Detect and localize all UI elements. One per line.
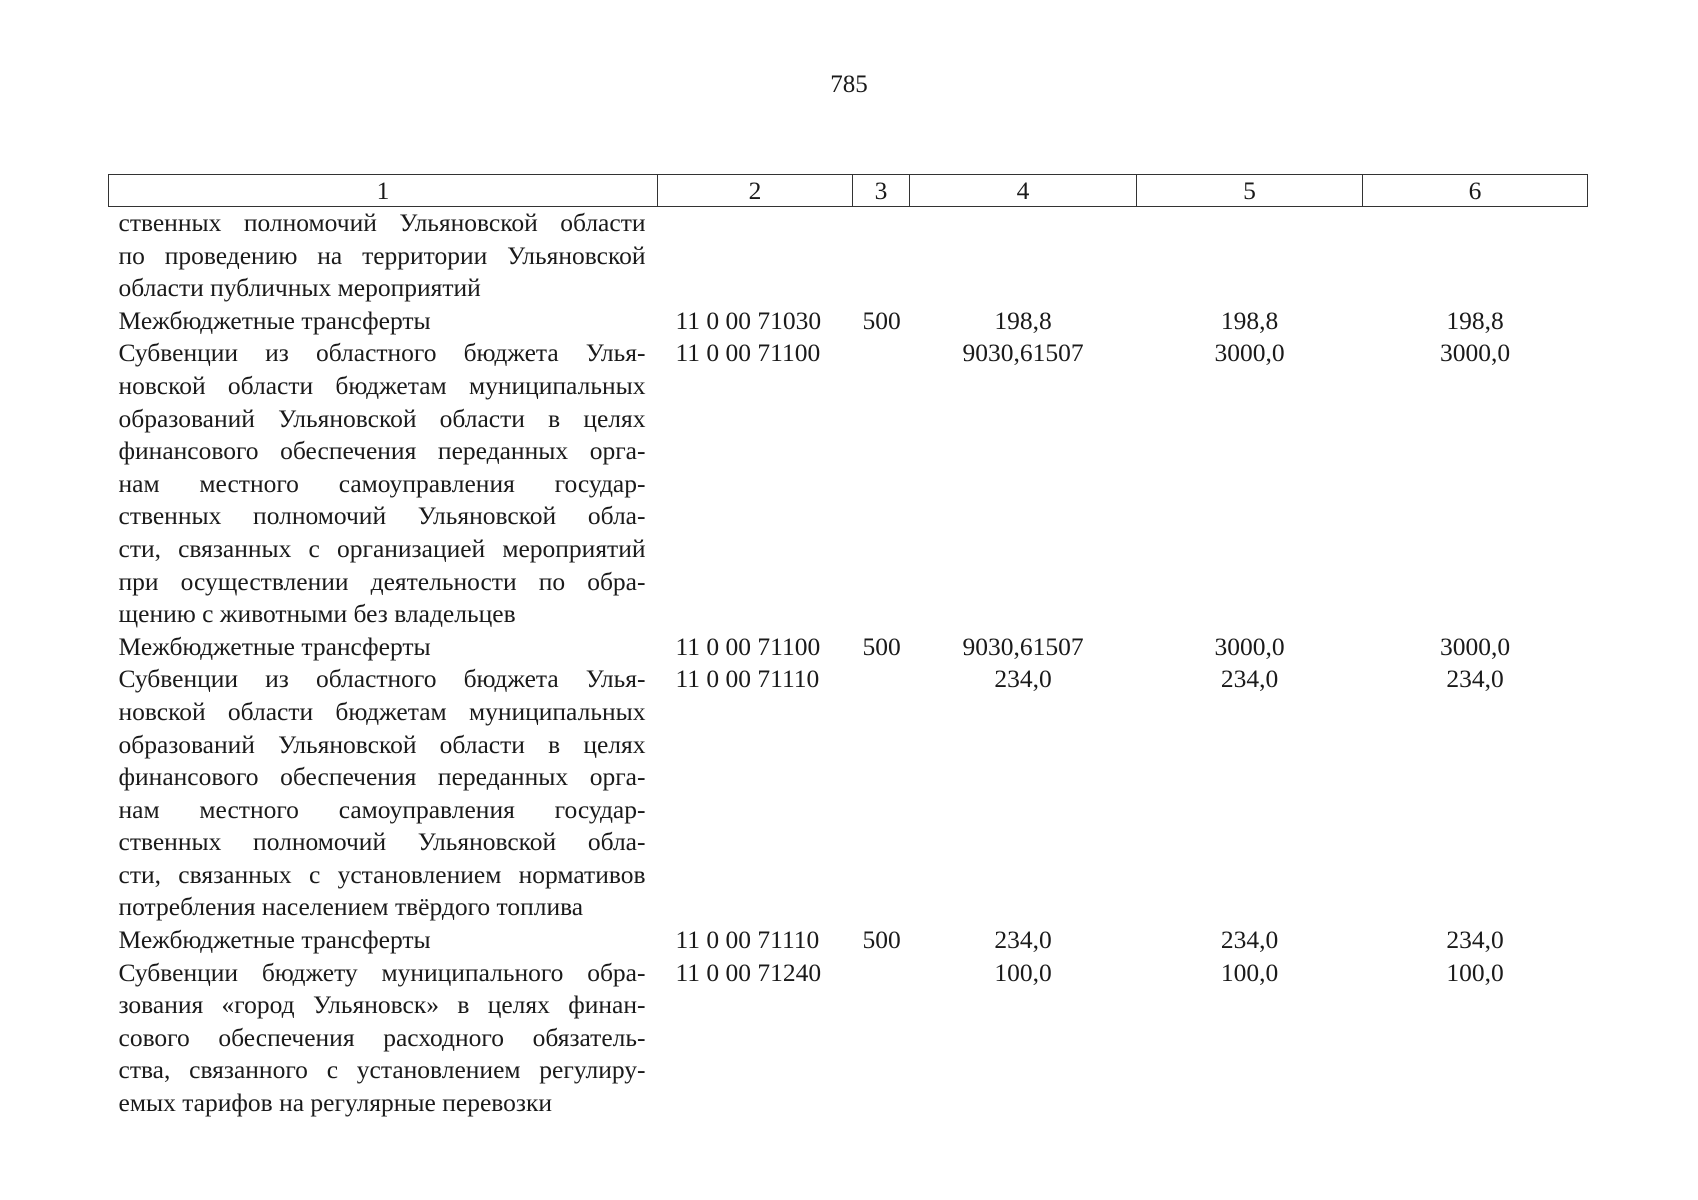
table-row bbox=[109, 924, 1588, 957]
row-name bbox=[109, 924, 658, 957]
row-value-col4: 100,0 bbox=[994, 957, 1052, 987]
row-expense-type bbox=[853, 337, 910, 630]
row-value-col6: 234,0 bbox=[1446, 664, 1504, 694]
row-name-line: новской области бюджетам муниципальных bbox=[118, 370, 646, 400]
row-value-col4: 9030,61507 bbox=[962, 338, 1084, 368]
row-name-line: щению с животными без владельцев bbox=[118, 599, 516, 629]
row-code: 11 0 00 71110 bbox=[675, 664, 820, 694]
row-expense-type: 500 bbox=[862, 631, 901, 661]
column-header-6: 6 bbox=[1363, 175, 1588, 207]
table-row bbox=[109, 663, 1588, 924]
row-name-line: образований Ульяновской области в целях bbox=[118, 729, 646, 759]
row-name-line: зования «город Ульяновск» в целях финан- bbox=[118, 990, 646, 1020]
row-value-col4 bbox=[910, 207, 1137, 305]
row-name-line: ственных полномочий Ульяновской обла- bbox=[118, 827, 646, 857]
row-name-line: Межбюджетные трансферты bbox=[118, 631, 431, 661]
row-name-line: ственных полномочий Ульяновской области bbox=[118, 208, 646, 237]
row-value-col5: 234,0 bbox=[1220, 664, 1279, 694]
row-name-line: сти, связанных с организацией мероприятий bbox=[118, 533, 646, 563]
table-row bbox=[109, 305, 1588, 338]
row-value-col5: 198,8 bbox=[1220, 305, 1279, 335]
row-name-line: новской области бюджетам муниципальных bbox=[118, 696, 646, 726]
row-value-col4: 234,0 bbox=[994, 664, 1052, 694]
table-row bbox=[109, 631, 1588, 664]
table-header-row bbox=[109, 175, 1588, 207]
column-header-5: 5 bbox=[1137, 175, 1363, 207]
row-name-line: ственных полномочий Ульяновской обла- bbox=[118, 501, 646, 531]
row-name-line: потребления населением твёрдого топлива bbox=[118, 892, 584, 922]
row-name-line: Субвенции из областного бюджета Улья- bbox=[118, 664, 646, 694]
row-code: 11 0 00 71100 bbox=[675, 631, 821, 661]
row-value-col5: 3000,0 bbox=[1214, 338, 1285, 368]
row-expense-type: 500 bbox=[862, 305, 901, 335]
row-value-col6: 198,8 bbox=[1446, 305, 1504, 335]
row-name-line: области публичных мероприятий bbox=[118, 273, 481, 303]
row-value-col6 bbox=[1363, 207, 1588, 305]
row-name-line: ства, связанного с установлением регулиру- bbox=[118, 1055, 646, 1085]
row-name-line: нам местного самоуправления государ- bbox=[118, 794, 646, 824]
column-header-4: 4 bbox=[910, 175, 1137, 207]
row-name-line: при осуществлении деятельности по обра- bbox=[118, 566, 646, 596]
row-value-col4: 198,8 bbox=[994, 305, 1052, 335]
row-expense-type bbox=[853, 207, 910, 305]
table-row bbox=[109, 957, 1588, 1120]
row-value-col6: 234,0 bbox=[1446, 925, 1504, 955]
table-row bbox=[109, 207, 1588, 305]
column-header-1: 1 bbox=[109, 175, 658, 207]
row-name-line: Субвенции бюджету муниципального обра- bbox=[118, 957, 646, 987]
row-value-col6: 3000,0 bbox=[1439, 338, 1511, 368]
row-name-line: нам местного самоуправления государ- bbox=[118, 468, 646, 498]
row-name-line: Межбюджетные трансферты bbox=[118, 925, 431, 955]
row-expense-type: 500 bbox=[862, 925, 901, 955]
row-name-line: Субвенции из областного бюджета Улья- bbox=[118, 338, 646, 368]
row-name-line: сового обеспечения расходного обязатель- bbox=[118, 1022, 646, 1052]
row-code: 11 0 00 71030 bbox=[675, 305, 822, 335]
row-value-col5: 3000,0 bbox=[1214, 631, 1285, 661]
row-value-col6: 100,0 bbox=[1446, 957, 1504, 987]
table-row bbox=[109, 337, 1588, 630]
row-name bbox=[109, 305, 658, 338]
row-name-line: финансового обеспечения переданных орга- bbox=[118, 436, 646, 466]
row-expense-type bbox=[853, 957, 910, 1120]
row-name-line: по проведению на территории Ульяновской bbox=[118, 240, 646, 270]
row-value-col6: 3000,0 bbox=[1439, 631, 1511, 661]
row-name bbox=[109, 957, 658, 1120]
row-name bbox=[109, 663, 658, 924]
row-name bbox=[109, 207, 658, 305]
row-name-line: финансового обеспечения переданных орга- bbox=[118, 762, 646, 792]
row-name bbox=[109, 631, 658, 664]
row-expense-type bbox=[853, 663, 910, 924]
row-value-col5: 234,0 bbox=[1220, 925, 1279, 955]
budget-table bbox=[108, 174, 1588, 1120]
column-header-2: 2 bbox=[658, 175, 853, 207]
row-name-line: сти, связанных с установлением нормативов bbox=[118, 859, 646, 889]
row-name bbox=[109, 337, 658, 630]
row-code bbox=[658, 207, 853, 305]
row-value-col4: 234,0 bbox=[994, 925, 1052, 955]
column-header-3: 3 bbox=[853, 175, 910, 207]
row-value-col4: 9030,61507 bbox=[962, 631, 1084, 661]
row-value-col5 bbox=[1137, 207, 1363, 305]
row-name-line: образований Ульяновской области в целях bbox=[118, 403, 646, 433]
row-code: 11 0 00 71240 bbox=[675, 957, 822, 987]
row-name-line: емых тарифов на регулярные перевозки bbox=[118, 1088, 552, 1118]
row-value-col5: 100,0 bbox=[1220, 957, 1279, 987]
page-number: 785 bbox=[830, 71, 868, 98]
row-name-line: Межбюджетные трансферты bbox=[118, 305, 431, 335]
row-code: 11 0 00 71110 bbox=[675, 925, 820, 955]
row-code: 11 0 00 71100 bbox=[675, 338, 821, 368]
